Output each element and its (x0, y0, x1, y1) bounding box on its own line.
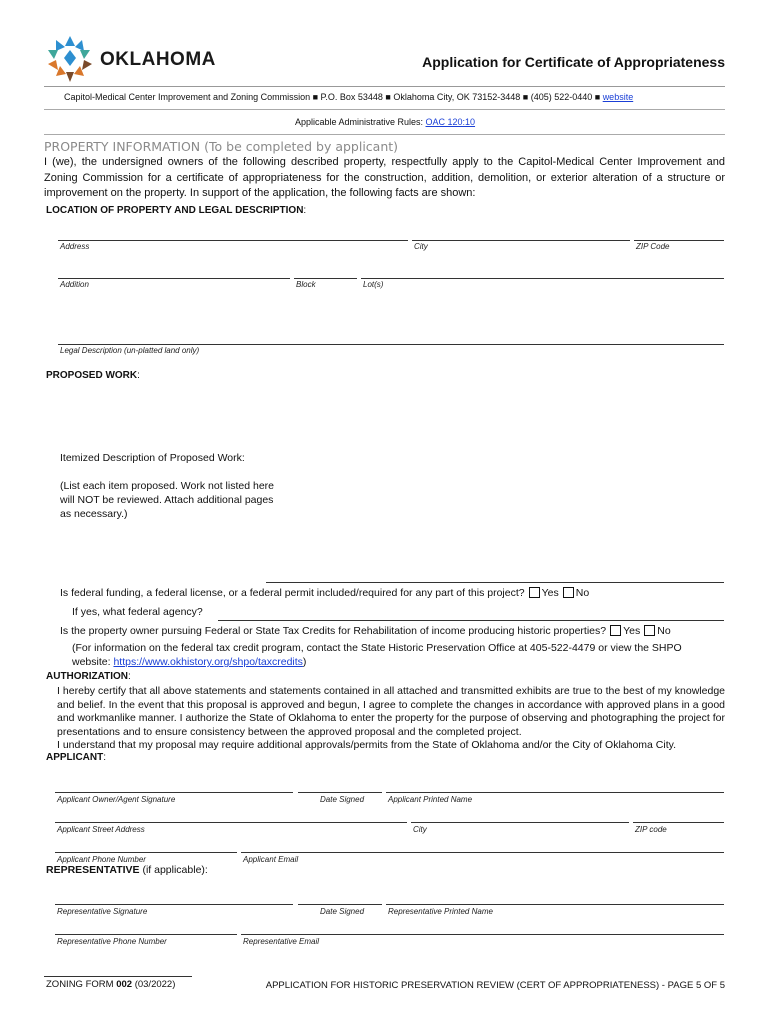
applicant-email-label: Applicant Email (243, 855, 299, 864)
applicant-signature-label: Applicant Owner/Agent Signature (57, 795, 176, 804)
representative-phone-field[interactable] (55, 934, 237, 935)
applicant-printed-name-label: Applicant Printed Name (388, 795, 473, 804)
applicant-zip-label: ZIP code (635, 825, 667, 834)
federal-question-row (60, 587, 589, 599)
representative-phone-label: Representative Phone Number (57, 937, 167, 946)
footer-form-prefix: ZONING FORM (46, 979, 117, 990)
itemized-instructions: (List each item proposed. Work not listed here will NOT be reviewed. Attach additional pages as necessary.) (60, 480, 274, 520)
representative-signature-label: Representative Signature (57, 907, 148, 916)
website-link[interactable]: website (602, 92, 634, 102)
address-field[interactable] (58, 240, 408, 241)
applicant-date-label: Date Signed (320, 795, 365, 804)
federal-question: Is federal funding, a federal license, or a federal permit included/required for any part of this project? (60, 587, 525, 599)
city-label: City (414, 242, 428, 251)
representative-date-label: Date Signed (320, 907, 365, 916)
applicant-city-field[interactable] (411, 822, 629, 823)
proposed-work-heading-colon: : (137, 370, 140, 381)
contact-line (64, 92, 633, 102)
footer-form-id (46, 979, 175, 990)
proposed-work-heading-text: PROPOSED WORK (46, 370, 138, 381)
address-label: Address (60, 242, 90, 251)
footer-form-date: (03/2022) (132, 979, 176, 990)
representative-heading (46, 864, 208, 876)
representative-signature-field[interactable] (55, 904, 293, 905)
tax-info (72, 641, 712, 669)
applicant-city-label: City (413, 825, 427, 834)
admin-rules-label: Applicable Administrative Rules: (294, 117, 426, 127)
footer-page-text: APPLICATION FOR HISTORIC PRESERVATION REVIEW (CERT OF APPROPRIATENESS) - PAGE 5 OF 5 (265, 980, 725, 991)
representative-heading-suffix: (if applicable): (139, 864, 208, 876)
oklahoma-star-icon (44, 34, 96, 84)
oklahoma-logo (44, 34, 224, 84)
logo-wordmark: OKLAHOMA (100, 49, 216, 70)
tax-yes-checkbox[interactable] (610, 625, 621, 636)
representative-printed-name-label: Representative Printed Name (388, 907, 493, 916)
zip-label: ZIP Code (636, 242, 670, 251)
property-intro: I (we), the undersigned owners of the following described property, respectfully apply to the Capitol-Medical Center Improvement and Zoning Commission for a certificate of appropriateness for the construction, addition, demolition, or exterior alteration of a structure or improvement on the property. In support of the application, the following facts are shown: (44, 156, 725, 199)
city-field[interactable] (412, 240, 630, 241)
lots-label: Lot(s) (363, 280, 384, 289)
tax-question: Is the property owner pursuing Federal or State Tax Credits for Rehabilitation of income producing historic properties? (60, 625, 607, 637)
proposed-work-description-field[interactable] (280, 385, 724, 575)
federal-yes-checkbox[interactable] (529, 587, 540, 598)
itemized-label: Itemized Description of Proposed Work: (60, 452, 245, 464)
agency-question: If yes, what federal agency? (72, 606, 203, 618)
legal-description-field[interactable] (58, 344, 724, 345)
block-label: Block (296, 280, 316, 289)
tax-no-checkbox[interactable] (644, 625, 655, 636)
page-title: Application for Certificate of Appropriateness (422, 54, 725, 70)
contact-text: Capitol-Medical Center Improvement and Zoning Commission ■ P.O. Box 53448 ■ Oklahoma City, OK 73152-3448 ■ (405) 522-0440 ■ (64, 92, 603, 102)
location-heading-colon: : (303, 205, 307, 216)
applicant-heading-colon: : (103, 752, 107, 763)
applicant-street-label: Applicant Street Address (57, 825, 145, 834)
representative-email-field[interactable] (241, 934, 724, 935)
authorization-heading (46, 671, 131, 682)
applicant-signature-field[interactable] (55, 792, 293, 793)
contact-rule (44, 109, 725, 110)
admin-rules (0, 117, 770, 127)
addition-label: Addition (60, 280, 89, 289)
zip-field[interactable] (634, 240, 724, 241)
addition-field[interactable] (58, 278, 290, 279)
shpo-taxcredits-link[interactable]: https://www.okhistory.org/shpo/taxcredits (113, 656, 303, 668)
footer-form-number: 002 (116, 979, 133, 990)
applicant-printed-name-field[interactable] (386, 792, 724, 793)
legal-description-label: Legal Description (un-platted land only) (60, 346, 200, 355)
lots-field[interactable] (361, 278, 724, 279)
applicant-email-field[interactable] (241, 852, 724, 853)
location-heading-text: LOCATION OF PROPERTY AND LEGAL DESCRIPTION (46, 205, 304, 216)
applicant-date-field[interactable] (298, 792, 382, 793)
applicant-heading-text: APPLICANT (46, 752, 104, 763)
agency-field[interactable] (218, 620, 724, 621)
tax-no-label: No (657, 625, 671, 637)
representative-heading-text: REPRESENTATIVE (46, 864, 140, 876)
applicant-street-field[interactable] (55, 822, 407, 823)
representative-date-field[interactable] (298, 904, 382, 905)
applicant-heading (46, 752, 106, 763)
tax-question-row (60, 625, 671, 637)
federal-yes-label: Yes (541, 587, 559, 599)
applicant-phone-field[interactable] (55, 852, 237, 853)
property-section-title: PROPERTY INFORMATION (To be completed by applicant) (44, 139, 399, 154)
tax-yes-label: Yes (623, 625, 641, 637)
block-field[interactable] (294, 278, 357, 279)
footer-rule (44, 976, 192, 977)
federal-line (266, 582, 724, 583)
applicant-zip-field[interactable] (633, 822, 724, 823)
applicant-phone-label: Applicant Phone Number (57, 855, 146, 864)
rules-rule (44, 134, 725, 135)
representative-email-label: Representative Email (243, 937, 320, 946)
location-heading (46, 205, 306, 216)
oac-rules-link[interactable]: OAC 120:10 (425, 117, 476, 127)
proposed-work-heading (46, 370, 140, 381)
header-rule (44, 86, 725, 87)
federal-no-label: No (575, 587, 590, 599)
tax-info-text: (For information on the federal tax credit program, contact the State Historic Preservation Office at 405-522-4479 or view the SHPO website: (72, 642, 682, 668)
authorization-heading-colon: : (128, 671, 131, 682)
authorization-text: I hereby certify that all above statements and statements contained in all attached and transmitted exhibits are true to the best of my knowledge and belief. In the event that this proposal is approved and begun, I agree to complete the changes in accordance with approved plans in a good and workmanlike manner. I authorize the State of Oklahoma to enter the property for the purpose of observing and photographing the project for presentations and to ensure consistency between the approved proposal and the completed project. (57, 685, 725, 738)
federal-no-checkbox[interactable] (563, 587, 574, 598)
representative-printed-name-field[interactable] (386, 904, 724, 905)
authorization-text-2: I understand that my proposal may require additional approvals/permits from the State of Oklahoma and/or the City of Oklahoma City. (57, 739, 677, 751)
authorization-heading-text: AUTHORIZATION (46, 671, 129, 682)
tax-info-end: ) (302, 656, 307, 668)
